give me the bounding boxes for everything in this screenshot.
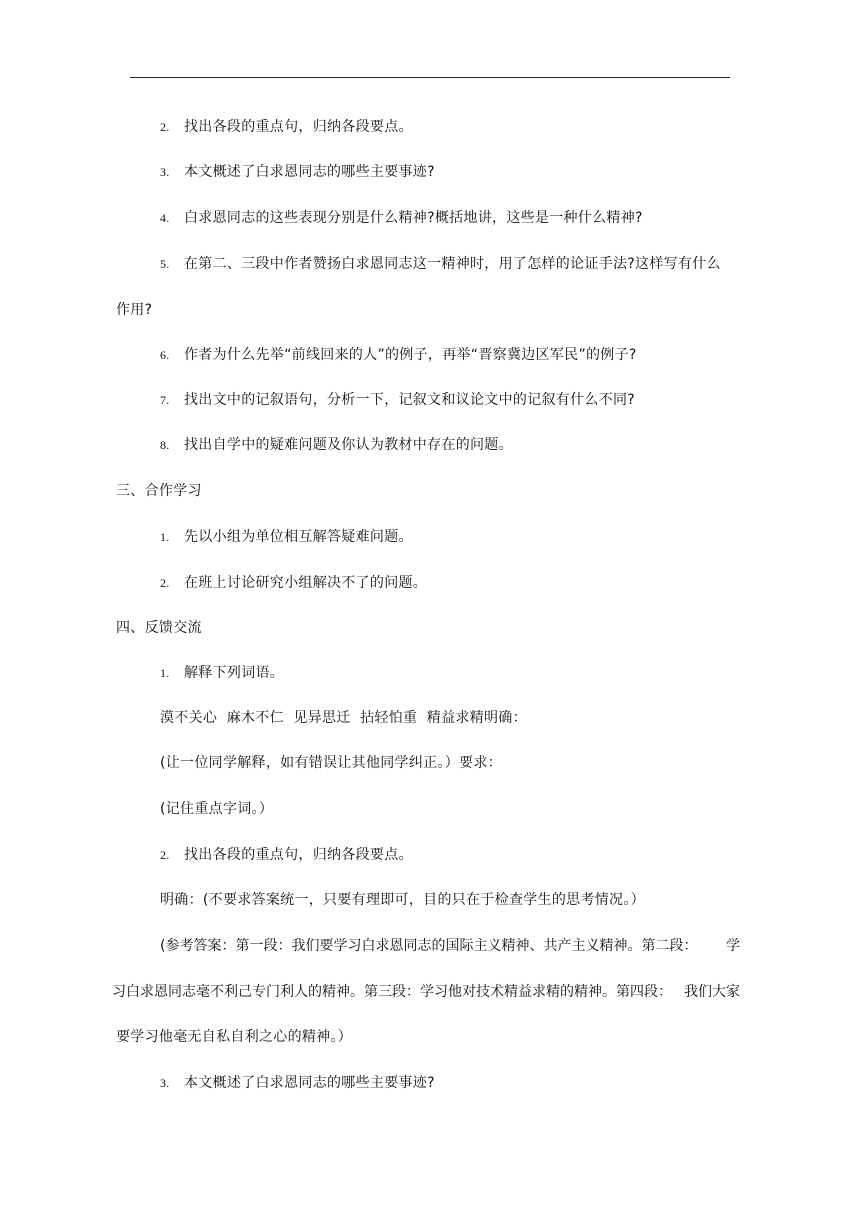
answer-line	[112, 983, 740, 1001]
item-text: 找出各段的重点句，归纳各段要点。	[184, 847, 413, 863]
item-number: 3.	[160, 1076, 170, 1090]
item-number: 2.	[160, 576, 170, 590]
item-text: 解释下列词语。	[184, 665, 285, 681]
list-item	[160, 209, 643, 227]
list-item	[160, 163, 435, 181]
item-text: 白求恩同志的这些表现分别是什么精神?概括地讲，这些是一种什么精神?	[184, 210, 643, 226]
list-item	[160, 346, 637, 364]
instruction-line: (让一位同学解释，如有错误让其他同学纠正。）要求：	[160, 755, 502, 771]
item-number: 5.	[160, 257, 170, 271]
answer-text: (参考答案：第一段：我们要学习白求恩同志的国际主义精神、共产主义精神。第二段：	[160, 938, 698, 954]
item-text: 先以小组为单位相互解答疑难问题。	[184, 529, 413, 545]
item-number: 8.	[160, 438, 170, 452]
answer-text: 我们大家	[684, 984, 740, 1000]
item-text: 本文概述了白求恩同志的哪些主要事迹?	[184, 1075, 435, 1091]
list-item-continuation	[116, 301, 152, 319]
list-item	[160, 1074, 435, 1092]
item-text: 在班上讨论研究小组解决不了的问题。	[184, 575, 428, 591]
item-number: 6.	[160, 348, 170, 362]
item-text: 作者为什么先举“前线回来的人”的例子，再举“晋察冀边区军民”的例子?	[184, 347, 637, 363]
list-item	[160, 664, 284, 682]
list-item	[160, 528, 413, 546]
list-item	[160, 391, 635, 409]
section-heading: 四、反馈交流	[116, 620, 202, 636]
item-number: 2.	[160, 120, 170, 134]
item-text: 找出各段的重点句，归纳各段要点。	[184, 119, 413, 135]
list-item	[160, 574, 427, 592]
item-number: 3.	[160, 165, 170, 179]
instruction-line: (记住重点字词。）	[160, 801, 274, 817]
list-item	[160, 118, 413, 136]
item-number: 4.	[160, 211, 170, 225]
clarification-line: 明确：(不要求答案统一，只要有理即可，目的只在于检查学生的思考情况。）	[160, 892, 645, 908]
item-text: 找出自学中的疑难问题及你认为教材中存在的问题。	[184, 437, 513, 453]
list-item	[160, 436, 513, 454]
item-number: 1.	[160, 530, 170, 544]
answer-text: 习白求恩同志毫不利己专门利人的精神。第三段：学习他对技术精益求精的精神。第四段：	[112, 984, 672, 1000]
item-text: 本文概述了白求恩同志的哪些主要事迹?	[184, 164, 435, 180]
item-number: 1.	[160, 666, 170, 680]
answer-line	[160, 937, 740, 955]
vocabulary-line: 漠不关心 麻木不仁 见异思迁 拈轻怕重 精益求精明确：	[160, 710, 527, 726]
answer-line: 要学习他毫无自私自利之心的精神。）	[116, 1029, 353, 1045]
answer-text: 学	[726, 938, 740, 954]
list-item	[160, 846, 413, 864]
list-item	[160, 255, 721, 273]
item-text: 找出文中的记叙语句，分析一下，记叙文和议论文中的记叙有什么不同?	[184, 392, 636, 408]
item-text: 作用?	[116, 302, 153, 318]
item-number: 7.	[160, 393, 170, 407]
item-text: 在第二、三段中作者赞扬白求恩同志这一精神时，用了怎样的论证手法?这样写有什么	[184, 256, 721, 272]
section-heading: 三、合作学习	[116, 483, 202, 499]
item-number: 2.	[160, 848, 170, 862]
header-rule	[130, 77, 730, 78]
